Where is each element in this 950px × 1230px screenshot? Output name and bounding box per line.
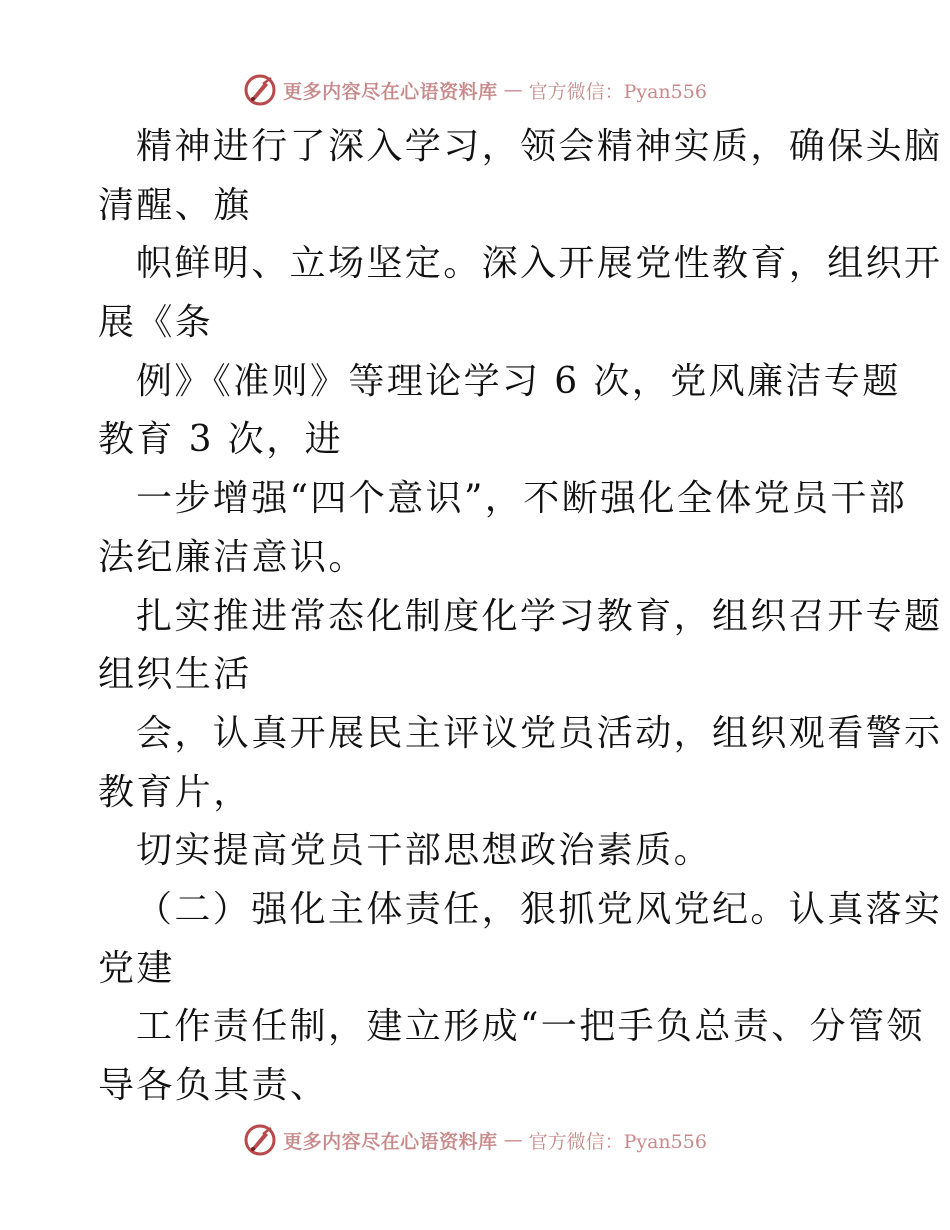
body-line: 一步增强“四个意识”，不断强化全体党员干部 <box>136 478 908 520</box>
header-watermark <box>0 70 950 110</box>
body-line: 法纪廉洁意识。 <box>98 536 367 578</box>
watermark-dash: — <box>503 1129 523 1151</box>
quill-logo-icon <box>243 73 277 107</box>
watermark-site-text: 更多内容尽在心语资料库 <box>283 1130 498 1153</box>
body-line: 会，认真开展民主评议党员活动，组织观看警示 <box>136 712 943 754</box>
body-line: 例》《准则》等理论学习 6 次，党风廉洁专题 <box>136 360 901 402</box>
watermark-dash: — <box>503 79 523 101</box>
body-line: 教育片， <box>98 771 252 813</box>
watermark-site-text: 更多内容尽在心语资料库 <box>283 80 498 103</box>
footer-watermark <box>0 1120 950 1160</box>
body-line: 组织生活 <box>98 654 252 696</box>
body-line: 扎实推进常态化制度化学习教育，组织召开专题 <box>136 595 943 637</box>
quill-logo-icon <box>243 1123 277 1157</box>
body-line: 导各负其责、 <box>98 1065 329 1106</box>
body-line: 帜鲜明、立场坚定。深入开展党性教育，组织开 <box>136 243 943 285</box>
body-line: 展《条 <box>98 302 214 344</box>
watermark-contact-text: 官方微信：Pyan556 <box>528 1130 707 1153</box>
watermark-contact-text: 官方微信：Pyan556 <box>528 80 707 103</box>
body-line: 工作责任制，建立形成“一把手负总责、分管领 <box>136 1006 925 1048</box>
document-body <box>98 118 943 1116</box>
section-heading-line: （二）强化主体责任，狠抓党风党纪。认真落实 <box>136 888 943 930</box>
body-line: 切实提高党员干部思想政治素质。 <box>136 830 713 872</box>
body-line: 党建 <box>98 947 175 989</box>
body-line: 清醒、旗 <box>98 184 252 226</box>
body-line: 精神进行了深入学习，领会精神实质，确保头脑 <box>136 126 943 167</box>
body-line: 教育 3 次，进 <box>98 419 343 461</box>
